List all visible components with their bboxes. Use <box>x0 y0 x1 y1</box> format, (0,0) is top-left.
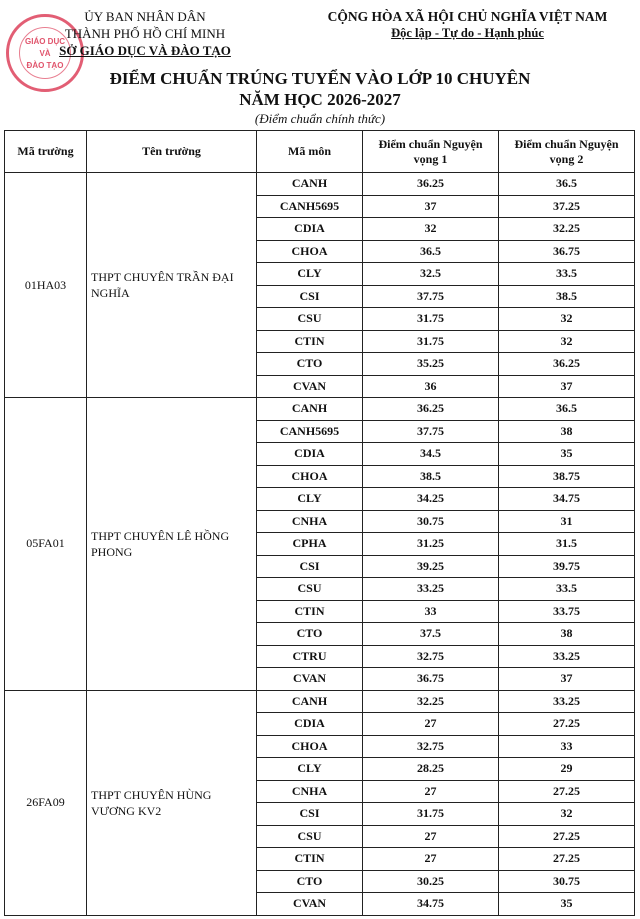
subject-code-cell: CVAN <box>257 668 363 691</box>
subject-code-cell: CANH5695 <box>257 195 363 218</box>
subject-code-cell: CVAN <box>257 375 363 398</box>
score-nv2-cell: 38 <box>499 420 635 443</box>
score-nv1-cell: 36 <box>363 375 499 398</box>
score-nv2-cell: 32.25 <box>499 218 635 241</box>
score-nv2-cell: 33 <box>499 735 635 758</box>
col-header-school-code: Mã trường <box>5 131 87 173</box>
document-title <box>0 68 640 110</box>
seal-text-top: GIÁO DỤC <box>25 37 65 46</box>
score-nv2-cell: 33.25 <box>499 690 635 713</box>
table-header-row <box>5 131 635 173</box>
score-nv2-cell: 30.75 <box>499 870 635 893</box>
col-header-score-nv1: Điểm chuẩn Nguyện vọng 1 <box>363 131 499 173</box>
subject-code-cell: CANH <box>257 398 363 421</box>
col-header-score-nv2: Điểm chuẩn Nguyện vọng 2 <box>499 131 635 173</box>
score-nv1-cell: 27 <box>363 825 499 848</box>
score-nv1-cell: 37.5 <box>363 623 499 646</box>
issuer-line-2: THÀNH PHỐ HỒ CHÍ MINH <box>64 26 226 41</box>
score-nv2-cell: 31.5 <box>499 533 635 556</box>
score-nv1-cell: 36.25 <box>363 398 499 421</box>
score-nv2-cell: 33.25 <box>499 645 635 668</box>
subject-code-cell: CSU <box>257 308 363 331</box>
subject-code-cell: CTO <box>257 623 363 646</box>
score-nv2-cell: 37.25 <box>499 195 635 218</box>
subject-code-cell: CSI <box>257 285 363 308</box>
title-line-1: ĐIỂM CHUẨN TRÚNG TUYỂN VÀO LỚP 10 CHUYÊN <box>109 69 531 88</box>
score-nv2-cell: 36.5 <box>499 173 635 196</box>
score-nv1-cell: 27 <box>363 713 499 736</box>
score-nv2-cell: 27.25 <box>499 825 635 848</box>
subject-code-cell: CANH5695 <box>257 420 363 443</box>
score-nv1-cell: 36.25 <box>363 173 499 196</box>
subject-code-cell: CTIN <box>257 600 363 623</box>
subject-code-cell: CSI <box>257 555 363 578</box>
col-header-subject-code: Mã môn <box>257 131 363 173</box>
score-nv2-cell: 32 <box>499 308 635 331</box>
score-nv1-cell: 37 <box>363 195 499 218</box>
subject-code-cell: CDIA <box>257 218 363 241</box>
subject-code-cell: CLY <box>257 758 363 781</box>
score-nv1-cell: 31.75 <box>363 330 499 353</box>
subject-code-cell: CANH <box>257 690 363 713</box>
subject-code-cell: CHOA <box>257 465 363 488</box>
subject-code-cell: CTRU <box>257 645 363 668</box>
score-nv1-cell: 36.5 <box>363 240 499 263</box>
title-line-2: NĂM HỌC 2026-2027 <box>239 90 401 109</box>
score-nv2-cell: 34.75 <box>499 488 635 511</box>
score-nv1-cell: 35.25 <box>363 353 499 376</box>
score-nv1-cell: 31.75 <box>363 803 499 826</box>
score-nv1-cell: 34.5 <box>363 443 499 466</box>
subject-code-cell: CDIA <box>257 443 363 466</box>
subject-code-cell: CHOA <box>257 735 363 758</box>
subject-code-cell: CTIN <box>257 330 363 353</box>
school-code-cell: 01HA03 <box>5 173 87 398</box>
subject-code-cell: CLY <box>257 488 363 511</box>
seal-text-mid: VÀ <box>39 49 51 58</box>
subject-code-cell: CPHA <box>257 533 363 556</box>
score-nv1-cell: 34.75 <box>363 893 499 916</box>
subject-code-cell: CHOA <box>257 240 363 263</box>
issuer-line-3: SỞ GIÁO DỤC VÀ ĐÀO TẠO <box>59 43 231 58</box>
score-nv2-cell: 31 <box>499 510 635 533</box>
motto-line-1: CỘNG HÒA XÃ HỘI CHỦ NGHĨA VIỆT NAM <box>327 9 608 24</box>
score-nv1-cell: 30.75 <box>363 510 499 533</box>
subject-code-cell: CNHA <box>257 780 363 803</box>
score-nv1-cell: 39.25 <box>363 555 499 578</box>
score-nv1-cell: 27 <box>363 780 499 803</box>
score-nv2-cell: 36.75 <box>499 240 635 263</box>
school-name-cell: THPT CHUYÊN LÊ HỒNG PHONG <box>87 398 257 691</box>
score-nv2-cell: 33.75 <box>499 600 635 623</box>
cutoff-score-table <box>4 130 635 916</box>
score-nv1-cell: 32.25 <box>363 690 499 713</box>
score-nv2-cell: 33.5 <box>499 578 635 601</box>
subject-code-cell: CDIA <box>257 713 363 736</box>
subject-code-cell: CSI <box>257 803 363 826</box>
score-nv2-cell: 27.25 <box>499 848 635 871</box>
col-header-school-name: Tên trường <box>87 131 257 173</box>
score-nv2-cell: 39.75 <box>499 555 635 578</box>
score-nv1-cell: 38.5 <box>363 465 499 488</box>
score-nv2-cell: 29 <box>499 758 635 781</box>
score-nv2-cell: 35 <box>499 893 635 916</box>
score-nv1-cell: 36.75 <box>363 668 499 691</box>
score-nv1-cell: 32.75 <box>363 645 499 668</box>
score-nv2-cell: 32 <box>499 803 635 826</box>
document-subtitle: (Điểm chuẩn chính thức) <box>254 111 386 126</box>
subject-code-cell: CTIN <box>257 848 363 871</box>
school-name-cell: THPT CHUYÊN TRẦN ĐẠI NGHĨA <box>87 173 257 398</box>
subject-code-cell: CNHA <box>257 510 363 533</box>
subject-code-cell: CLY <box>257 263 363 286</box>
school-code-cell: 05FA01 <box>5 398 87 691</box>
score-nv1-cell: 33 <box>363 600 499 623</box>
score-nv2-cell: 36.5 <box>499 398 635 421</box>
score-nv1-cell: 37.75 <box>363 285 499 308</box>
score-nv2-cell: 36.25 <box>499 353 635 376</box>
score-nv2-cell: 27.25 <box>499 780 635 803</box>
issuer-header <box>40 8 250 59</box>
national-motto <box>300 8 635 42</box>
subject-code-cell: CSU <box>257 578 363 601</box>
issuer-line-1: ỦY BAN NHÂN DÂN <box>84 9 206 24</box>
subject-code-cell: CSU <box>257 825 363 848</box>
subject-code-cell: CANH <box>257 173 363 196</box>
score-nv2-cell: 35 <box>499 443 635 466</box>
score-nv2-cell: 33.5 <box>499 263 635 286</box>
score-nv1-cell: 28.25 <box>363 758 499 781</box>
score-nv1-cell: 27 <box>363 848 499 871</box>
table-row <box>5 398 635 421</box>
subject-code-cell: CVAN <box>257 893 363 916</box>
score-nv1-cell: 32.75 <box>363 735 499 758</box>
score-nv1-cell: 31.75 <box>363 308 499 331</box>
score-nv1-cell: 32 <box>363 218 499 241</box>
score-nv2-cell: 38.75 <box>499 465 635 488</box>
score-nv2-cell: 37 <box>499 668 635 691</box>
table-row <box>5 690 635 713</box>
score-nv1-cell: 32.5 <box>363 263 499 286</box>
subject-code-cell: CTO <box>257 870 363 893</box>
score-nv1-cell: 31.25 <box>363 533 499 556</box>
score-nv2-cell: 32 <box>499 330 635 353</box>
score-nv1-cell: 33.25 <box>363 578 499 601</box>
seal-text-bottom: ĐÀO TẠO <box>26 61 64 70</box>
score-nv1-cell: 37.75 <box>363 420 499 443</box>
score-nv1-cell: 34.25 <box>363 488 499 511</box>
score-nv2-cell: 38.5 <box>499 285 635 308</box>
motto-line-2: Độc lập - Tự do - Hạnh phúc <box>391 26 544 40</box>
score-nv2-cell: 37 <box>499 375 635 398</box>
school-code-cell: 26FA09 <box>5 690 87 915</box>
subject-code-cell: CTO <box>257 353 363 376</box>
score-nv2-cell: 27.25 <box>499 713 635 736</box>
score-nv2-cell: 38 <box>499 623 635 646</box>
table-row <box>5 173 635 196</box>
score-nv1-cell: 30.25 <box>363 870 499 893</box>
school-name-cell: THPT CHUYÊN HÙNG VƯƠNG KV2 <box>87 690 257 915</box>
